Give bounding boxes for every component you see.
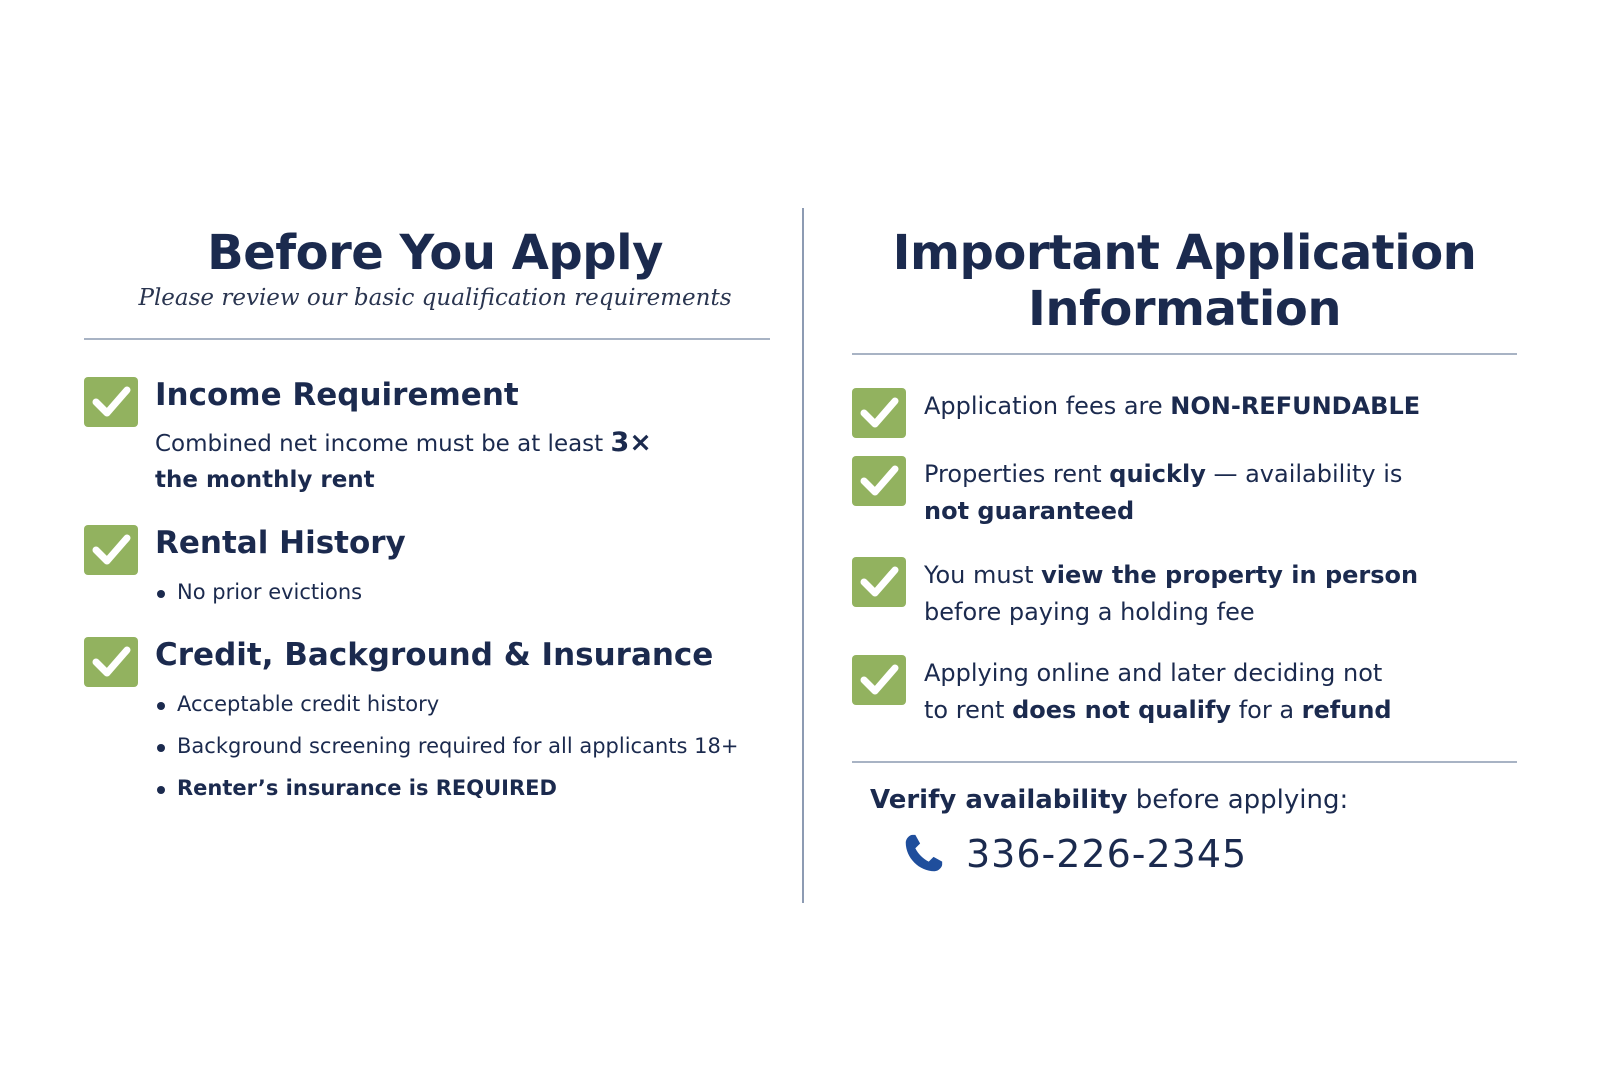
info-text-bold: not guaranteed [924, 497, 1135, 525]
credit-list [155, 683, 786, 809]
phone-contact[interactable] [900, 831, 1517, 877]
right-bottom-rule [852, 761, 1517, 763]
info-text-bold: NON-REFUNDABLE [1170, 392, 1421, 420]
check-icon [84, 377, 138, 427]
left-panel-subtitle: Please review our basic qualification requirements [138, 285, 732, 311]
check-icon [852, 456, 906, 506]
right-title-rule [852, 353, 1517, 355]
income-requirement [84, 375, 786, 498]
info-text-bold: refund [1301, 696, 1392, 724]
left-title-rule [84, 338, 770, 340]
before-you-apply-panel [84, 205, 786, 809]
credit-title: Credit, Background & Insurance [155, 637, 714, 673]
right-panel-title [852, 225, 1517, 337]
list-item: Background screening required for all applicants 18+ [155, 725, 786, 767]
check-icon [852, 388, 906, 438]
right-title-line1: Important Application [892, 225, 1477, 281]
verify-rest: before applying: [1127, 785, 1349, 815]
rental-history-title: Rental History [155, 525, 406, 561]
income-desc-text: Combined net income must be at least [155, 431, 611, 457]
check-icon [852, 557, 906, 607]
phone-icon [900, 831, 946, 877]
info-text: for a [1231, 696, 1302, 724]
rental-history [84, 523, 786, 613]
income-requirement-title: Income Requirement [155, 377, 519, 413]
important-info-panel [852, 205, 1517, 877]
info-text: before paying a holding fee [924, 598, 1255, 626]
vertical-divider [802, 208, 804, 903]
info-text-bold: view the property in person [1041, 561, 1419, 589]
phone-number[interactable]: 336-226-2345 [966, 832, 1248, 876]
income-desc-bold: the monthly rent [155, 467, 375, 493]
list-item: Acceptable credit history [155, 683, 786, 725]
info-item-fees [852, 388, 1517, 425]
verify-bold: Verify availability [870, 785, 1128, 815]
info-text: to rent [924, 696, 1013, 724]
verify-availability [870, 785, 1517, 815]
credit-background-insurance [84, 635, 786, 809]
income-multiplier: 3× [610, 427, 652, 458]
info-text: Application fees are [924, 392, 1171, 420]
info-text: You must [924, 561, 1042, 589]
income-requirement-desc [155, 425, 786, 498]
right-title-line2: Information [1027, 281, 1341, 337]
info-text: Applying online and later deciding not [924, 659, 1383, 687]
info-text-bold: does not qualify [1012, 696, 1232, 724]
info-text: — availability is [1205, 460, 1403, 488]
left-panel-title: Before You Apply [207, 225, 663, 281]
check-icon [84, 525, 138, 575]
info-text: Properties rent [924, 460, 1110, 488]
list-item: No prior evictions [155, 571, 786, 613]
info-item-refund [852, 655, 1517, 729]
check-icon [84, 637, 138, 687]
check-icon [852, 655, 906, 705]
rental-history-list [155, 571, 786, 613]
info-text-bold: quickly [1109, 460, 1206, 488]
info-item-view-property [852, 557, 1517, 631]
list-item-required: Renter’s insurance is REQUIRED [155, 767, 786, 809]
info-item-availability [852, 456, 1517, 530]
